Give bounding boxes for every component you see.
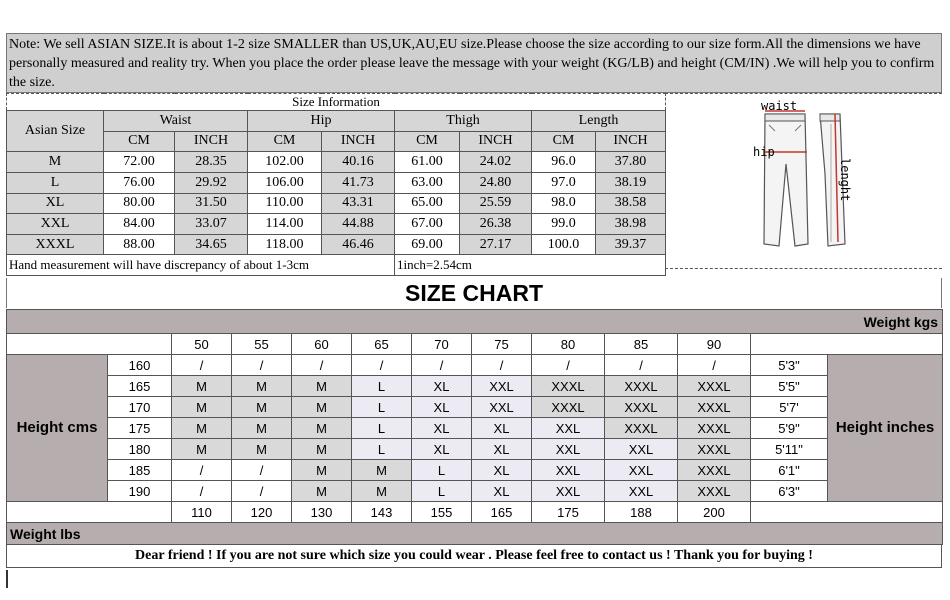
- size-information-table-wrap: [6, 93, 665, 276]
- height-inch-value: 5'7': [751, 397, 828, 418]
- measurement-cell: 26.38: [460, 214, 532, 235]
- weight-lb-value: 120: [232, 502, 292, 523]
- height-inch-value: 5'9": [751, 418, 828, 439]
- unit-header: CM: [532, 131, 596, 152]
- weight-kgs-label: Weight kgs: [7, 310, 943, 334]
- recommended-size-cell: L: [352, 418, 412, 439]
- height-cms-label: Height cms: [7, 355, 108, 502]
- weight-kg-value: 90: [678, 334, 751, 355]
- weight-kg-value: 50: [172, 334, 232, 355]
- weight-lbs-values-row: [7, 502, 943, 523]
- recommended-size-cell: XL: [412, 376, 472, 397]
- measurement-cell: 65.00: [395, 193, 460, 214]
- recommended-size-cell: /: [605, 355, 678, 376]
- pants-measurement-diagram: [665, 93, 942, 269]
- weight-kg-value: 85: [605, 334, 678, 355]
- height-inch-value: 6'3": [751, 481, 828, 502]
- recommended-size-cell: XXXL: [532, 376, 605, 397]
- measurement-cell: 84.00: [104, 214, 175, 235]
- measurement-cell: 100.0: [532, 234, 596, 255]
- height-inch-value: 5'3": [751, 355, 828, 376]
- recommended-size-cell: XL: [412, 397, 472, 418]
- weight-lb-value: 155: [412, 502, 472, 523]
- height-inch-value: 5'11": [751, 439, 828, 460]
- length-label: lenght: [838, 158, 852, 202]
- height-inches-label: Height inches: [828, 355, 943, 502]
- measurement-cell: 24.02: [460, 152, 532, 173]
- recommended-size-cell: L: [352, 439, 412, 460]
- weight-kg-value: 60: [292, 334, 352, 355]
- text-cursor: [6, 570, 8, 588]
- height-cm-value: 180: [108, 439, 172, 460]
- height-row: [7, 376, 943, 397]
- measurement-cell: 99.0: [532, 214, 596, 235]
- weight-kg-value: 75: [472, 334, 532, 355]
- recommended-size-cell: M: [292, 460, 352, 481]
- size-info-row: [7, 172, 666, 193]
- measurement-cell: 67.00: [395, 214, 460, 235]
- weight-lbs-label: Weight lbs: [7, 523, 943, 545]
- measurement-cell: 46.46: [322, 234, 395, 255]
- weight-lb-value: 175: [532, 502, 605, 523]
- measurement-cell: 110.00: [248, 193, 322, 214]
- unit-header: CM: [248, 131, 322, 152]
- weight-kgs-header-row: [7, 310, 943, 334]
- size-info-unit-row: [7, 131, 666, 152]
- measurement-cell: 28.35: [175, 152, 248, 173]
- recommended-size-cell: XXXL: [678, 481, 751, 502]
- recommended-size-cell: L: [352, 376, 412, 397]
- weight-lb-value: 110: [172, 502, 232, 523]
- recommended-size-cell: XL: [472, 418, 532, 439]
- blank-cell: [751, 502, 943, 523]
- measurement-cell: 72.00: [104, 152, 175, 173]
- size-label: L: [7, 172, 104, 193]
- blank-cell: [7, 334, 172, 355]
- height-row: [7, 418, 943, 439]
- size-info-row: [7, 193, 666, 214]
- measurement-cell: 25.59: [460, 193, 532, 214]
- unit-header: INCH: [175, 131, 248, 152]
- recommended-size-cell: /: [172, 481, 232, 502]
- weight-lbs-label-row: [7, 523, 943, 545]
- height-row: [7, 481, 943, 502]
- inch-conversion-note: 1inch=2.54cm: [395, 255, 666, 276]
- recommended-size-cell: /: [352, 355, 412, 376]
- measurement-cell: 98.0: [532, 193, 596, 214]
- recommended-size-cell: XXL: [605, 439, 678, 460]
- recommended-size-cell: /: [678, 355, 751, 376]
- height-cm-value: 165: [108, 376, 172, 397]
- weight-lb-value: 200: [678, 502, 751, 523]
- size-info-title-row: [7, 94, 666, 111]
- weight-kg-value: 80: [532, 334, 605, 355]
- recommended-size-cell: XXXL: [678, 418, 751, 439]
- weight-lb-value: 165: [472, 502, 532, 523]
- size-information-table: [6, 93, 666, 276]
- measurement-cell: 80.00: [104, 193, 175, 214]
- asian-size-label: Asian Size: [7, 111, 104, 152]
- recommended-size-cell: M: [232, 439, 292, 460]
- height-inch-value: 6'1": [751, 460, 828, 481]
- recommended-size-cell: XL: [412, 418, 472, 439]
- recommended-size-cell: L: [352, 397, 412, 418]
- recommended-size-cell: XXXL: [678, 439, 751, 460]
- recommended-size-cell: M: [172, 397, 232, 418]
- measurement-cell: 33.07: [175, 214, 248, 235]
- height-cm-value: 185: [108, 460, 172, 481]
- recommended-size-cell: M: [172, 418, 232, 439]
- recommended-size-cell: /: [232, 481, 292, 502]
- measurement-cell: 38.58: [596, 193, 666, 214]
- recommended-size-cell: XXXL: [605, 397, 678, 418]
- size-info-title: Size Information: [7, 94, 666, 111]
- measurement-cell: 38.98: [596, 214, 666, 235]
- measurement-cell: 96.0: [532, 152, 596, 173]
- size-chart-table: [6, 309, 943, 545]
- recommended-size-cell: XXL: [532, 418, 605, 439]
- height-cm-value: 175: [108, 418, 172, 439]
- measurement-cell: 43.31: [322, 193, 395, 214]
- measurement-cell: 31.50: [175, 193, 248, 214]
- unit-header: CM: [395, 131, 460, 152]
- recommended-size-cell: XXXL: [678, 460, 751, 481]
- recommended-size-cell: /: [172, 355, 232, 376]
- weight-lb-value: 130: [292, 502, 352, 523]
- recommended-size-cell: XXL: [472, 376, 532, 397]
- recommended-size-cell: XXL: [472, 397, 532, 418]
- recommended-size-cell: XL: [472, 439, 532, 460]
- measurement-cell: 118.00: [248, 234, 322, 255]
- recommended-size-cell: M: [352, 460, 412, 481]
- recommended-size-cell: /: [472, 355, 532, 376]
- measurement-cell: 37.80: [596, 152, 666, 173]
- height-row: [7, 460, 943, 481]
- height-cm-value: 190: [108, 481, 172, 502]
- measurement-cell: 24.80: [460, 172, 532, 193]
- unit-header: INCH: [596, 131, 666, 152]
- blank-cell: [751, 334, 943, 355]
- recommended-size-cell: /: [532, 355, 605, 376]
- recommended-size-cell: M: [292, 439, 352, 460]
- recommended-size-cell: XXXL: [678, 376, 751, 397]
- recommended-size-cell: M: [172, 376, 232, 397]
- measurement-cell: 106.00: [248, 172, 322, 193]
- recommended-size-cell: XL: [412, 439, 472, 460]
- height-row: [7, 397, 943, 418]
- contact-message: Dear friend ! If you are not sure which size you could wear . Please feel free to contact us ! Thank you for buying !: [6, 544, 942, 568]
- height-cm-value: 160: [108, 355, 172, 376]
- recommended-size-cell: M: [232, 397, 292, 418]
- measure-group-header: Hip: [248, 111, 395, 132]
- size-note: Note: We sell ASIAN SIZE.It is about 1-2 size SMALLER than US,UK,AU,EU size.Please choose the size according to our size form.All the dimensions we have personally measured and reality try. When you place the order please leave the message with your weight (KG/LB) and height (CM/IN) .We will help you to confirm the size.: [6, 33, 942, 93]
- recommended-size-cell: L: [412, 481, 472, 502]
- measurement-cell: 34.65: [175, 234, 248, 255]
- measure-group-header: Waist: [104, 111, 248, 132]
- recommended-size-cell: XXL: [532, 460, 605, 481]
- recommended-size-cell: XXL: [605, 460, 678, 481]
- size-info-footer-row: [7, 255, 666, 276]
- measurement-cell: 38.19: [596, 172, 666, 193]
- measurement-cell: 97.0: [532, 172, 596, 193]
- recommended-size-cell: /: [292, 355, 352, 376]
- recommended-size-cell: /: [412, 355, 472, 376]
- recommended-size-cell: L: [412, 460, 472, 481]
- recommended-size-cell: XXXL: [605, 418, 678, 439]
- unit-header: INCH: [460, 131, 532, 152]
- weight-lb-value: 188: [605, 502, 678, 523]
- measurement-cell: 27.17: [460, 234, 532, 255]
- waist-label: waist: [761, 99, 798, 113]
- size-label: XXL: [7, 214, 104, 235]
- measurement-cell: 114.00: [248, 214, 322, 235]
- recommended-size-cell: M: [352, 481, 412, 502]
- measurement-discrepancy-note: Hand measurement will have discrepancy of about 1-3cm: [7, 255, 395, 276]
- recommended-size-cell: /: [232, 460, 292, 481]
- measurement-cell: 76.00: [104, 172, 175, 193]
- measurement-cell: 88.00: [104, 234, 175, 255]
- measurement-cell: 39.37: [596, 234, 666, 255]
- measurement-cell: 61.00: [395, 152, 460, 173]
- recommended-size-cell: XXXL: [678, 397, 751, 418]
- recommended-size-cell: M: [232, 376, 292, 397]
- recommended-size-cell: M: [292, 481, 352, 502]
- weight-lb-value: 143: [352, 502, 412, 523]
- measurement-cell: 41.73: [322, 172, 395, 193]
- measurement-cell: 40.16: [322, 152, 395, 173]
- size-info-group-row: [7, 111, 666, 132]
- size-chart-title: SIZE CHART: [6, 278, 942, 308]
- measure-group-header: Thigh: [395, 111, 532, 132]
- measure-group-header: Length: [532, 111, 666, 132]
- size-label: M: [7, 152, 104, 173]
- recommended-size-cell: M: [292, 418, 352, 439]
- hip-label: hip: [753, 145, 775, 159]
- recommended-size-cell: M: [172, 439, 232, 460]
- pants-illustration: [665, 94, 942, 270]
- height-inch-value: 5'5": [751, 376, 828, 397]
- recommended-size-cell: M: [292, 376, 352, 397]
- unit-header: INCH: [322, 131, 395, 152]
- weight-kg-value: 55: [232, 334, 292, 355]
- recommended-size-cell: XXXL: [605, 376, 678, 397]
- weight-kg-values-row: [7, 334, 943, 355]
- recommended-size-cell: XXXL: [532, 397, 605, 418]
- size-label: XXXL: [7, 234, 104, 255]
- recommended-size-cell: XL: [472, 460, 532, 481]
- measurement-cell: 69.00: [395, 234, 460, 255]
- size-info-row: [7, 234, 666, 255]
- weight-kg-value: 65: [352, 334, 412, 355]
- height-row: [7, 439, 943, 460]
- unit-header: CM: [104, 131, 175, 152]
- height-row: [7, 355, 943, 376]
- size-label: XL: [7, 193, 104, 214]
- recommended-size-cell: M: [292, 397, 352, 418]
- measurement-cell: 29.92: [175, 172, 248, 193]
- recommended-size-cell: XXL: [532, 481, 605, 502]
- blank-cell: [7, 502, 172, 523]
- recommended-size-cell: XXL: [605, 481, 678, 502]
- size-info-row: [7, 152, 666, 173]
- recommended-size-cell: /: [172, 460, 232, 481]
- measurement-cell: 44.88: [322, 214, 395, 235]
- measurement-cell: 102.00: [248, 152, 322, 173]
- recommended-size-cell: /: [232, 355, 292, 376]
- recommended-size-cell: XL: [472, 481, 532, 502]
- weight-kg-value: 70: [412, 334, 472, 355]
- height-cm-value: 170: [108, 397, 172, 418]
- recommended-size-cell: XXL: [532, 439, 605, 460]
- recommended-size-cell: M: [232, 418, 292, 439]
- size-info-row: [7, 214, 666, 235]
- measurement-cell: 63.00: [395, 172, 460, 193]
